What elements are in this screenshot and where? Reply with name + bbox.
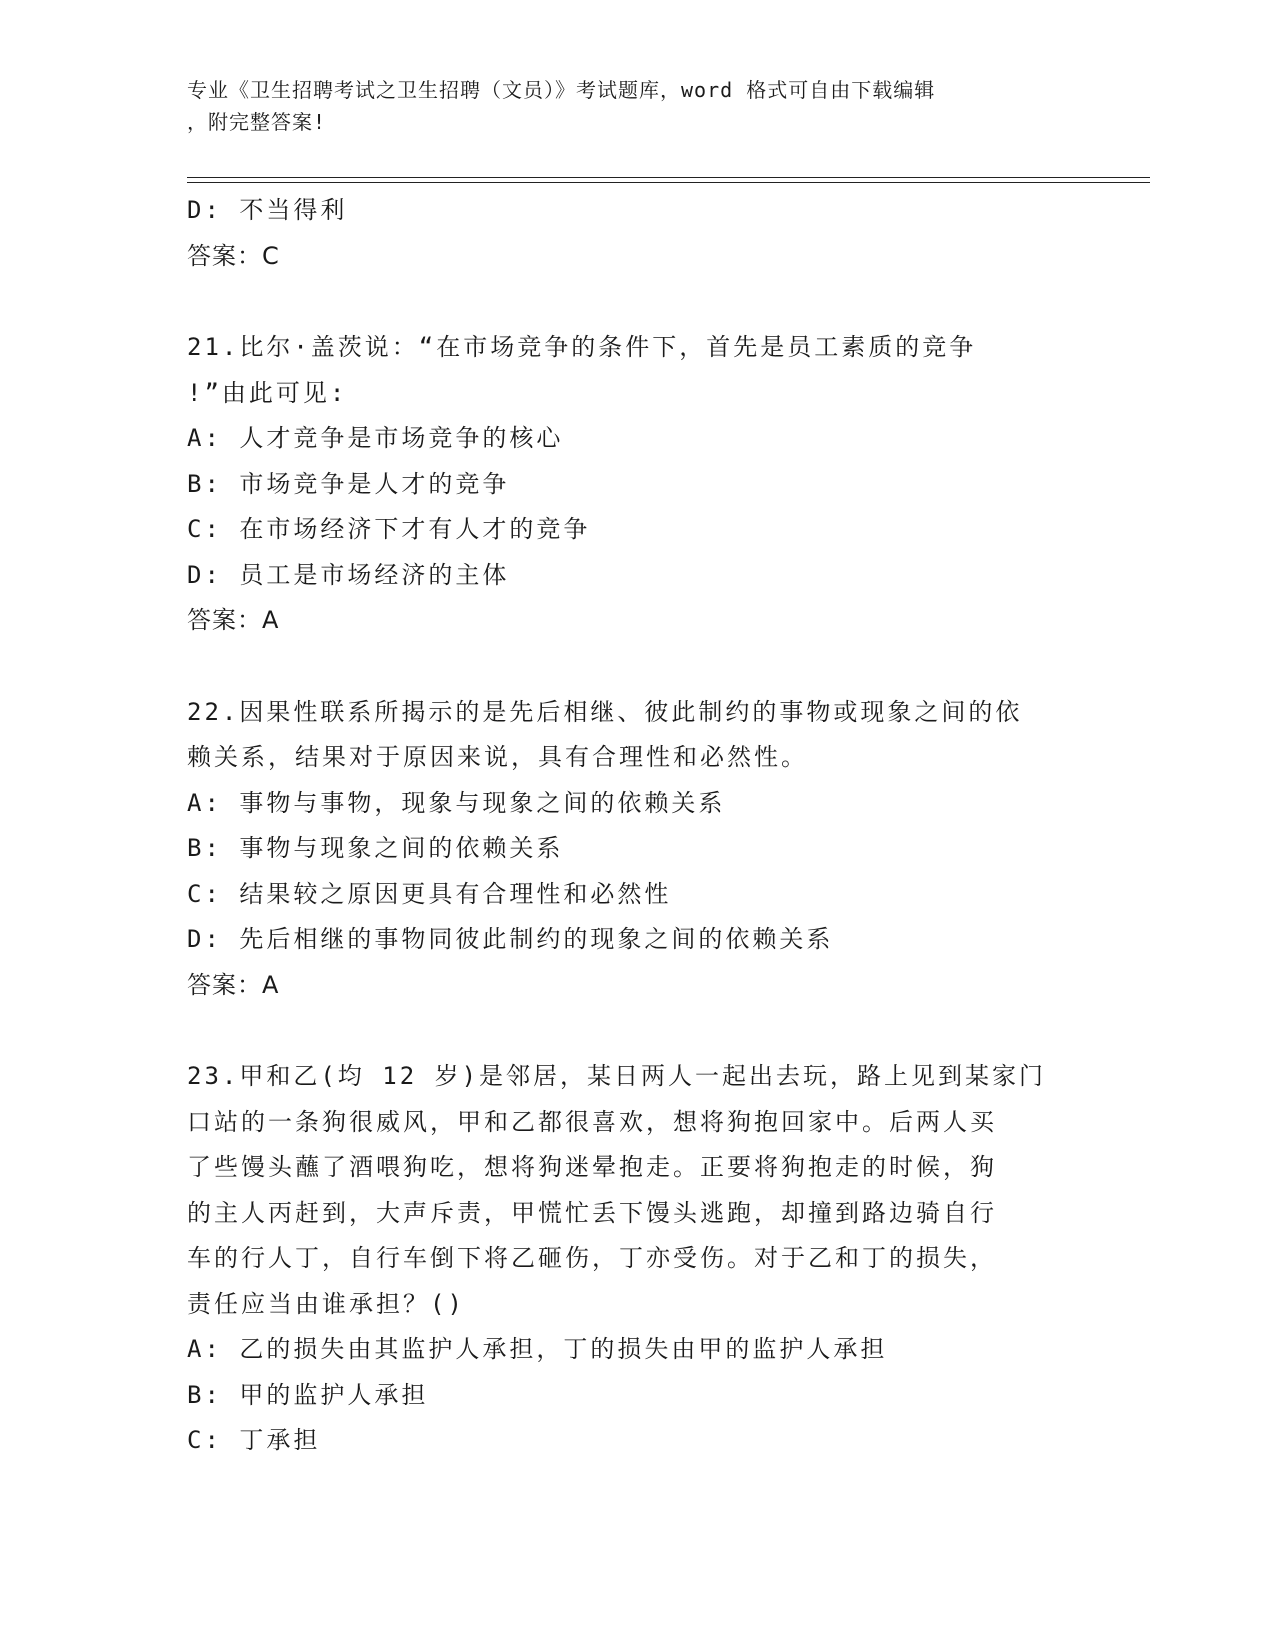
question-content <box>187 188 1077 1464</box>
q21-answer: 答案：A <box>187 606 280 634</box>
q22-text-line-2: 赖关系，结果对于原因来说，具有合理性和必然性。 <box>187 743 808 771</box>
header-line-1: 专业《卫生招聘考试之卫生招聘（文员）》考试题库，word 格式可自由下载编辑 <box>187 78 936 102</box>
spacer <box>187 644 1077 690</box>
spacer <box>187 1008 1077 1054</box>
document-header <box>187 74 1067 138</box>
q21-option-a: A: 人才竞争是市场竞争的核心 <box>187 424 564 452</box>
q22-option-d: D: 先后相继的事物同彼此制约的现象之间的依赖关系 <box>187 925 834 953</box>
q23-text-line-3: 了些馒头蘸了酒喂狗吃，想将狗迷晕抱走。正要将狗抱走的时候，狗 <box>187 1153 997 1181</box>
q21-text-line-1: 21.比尔·盖茨说：“在市场竞争的条件下，首先是员工素质的竞争 <box>187 333 977 361</box>
header-line-2: ，附完整答案! <box>187 110 327 134</box>
q22-option-b: B: 事物与现象之间的依赖关系 <box>187 834 564 862</box>
q22-text-line-1: 22.因果性联系所揭示的是先后相继、彼此制约的事物或现象之间的依 <box>187 697 1023 726</box>
q21-option-d: D: 员工是市场经济的主体 <box>187 560 510 589</box>
q23-text-line-1: 23.甲和乙(均 12 岁)是邻居，某日两人一起出去玩，路上见到某家门 <box>187 1062 1047 1090</box>
prev-option-d: D: 不当得利 <box>187 196 348 224</box>
q23-text-line-5: 车的行人丁，自行车倒下将乙砸伤，丁亦受伤。对于乙和丁的损失， <box>187 1244 997 1272</box>
header-rule-top <box>187 177 1150 178</box>
q21-option-c: C: 在市场经济下才有人才的竞争 <box>187 515 591 543</box>
q23-text-line-2: 口站的一条狗很威风，甲和乙都很喜欢，想将狗抱回家中。后两人买 <box>187 1107 997 1136</box>
q23-text-line-4: 的主人丙赶到，大声斥责，甲慌忙丢下馒头逃跑，却撞到路边骑自行 <box>187 1198 997 1227</box>
q23-text-line-6: 责任应当由谁承担？() <box>187 1289 465 1318</box>
spacer <box>187 279 1077 325</box>
q21-option-b: B: 市场竞争是人才的竞争 <box>187 469 510 498</box>
q22-answer: 答案：A <box>187 970 280 999</box>
q22-option-c: C: 结果较之原因更具有合理性和必然性 <box>187 879 672 908</box>
q22-option-a: A: 事物与事物，现象与现象之间的依赖关系 <box>187 788 726 817</box>
q23-option-a: A: 乙的损失由其监护人承担，丁的损失由甲的监护人承担 <box>187 1335 888 1363</box>
q23-option-c: C: 丁承担 <box>187 1426 321 1454</box>
q23-option-b: B: 甲的监护人承担 <box>187 1380 429 1409</box>
prev-answer: 答案：C <box>187 241 280 270</box>
q21-text-line-2: !”由此可见: <box>187 378 348 407</box>
header-rule-bottom <box>187 182 1150 183</box>
